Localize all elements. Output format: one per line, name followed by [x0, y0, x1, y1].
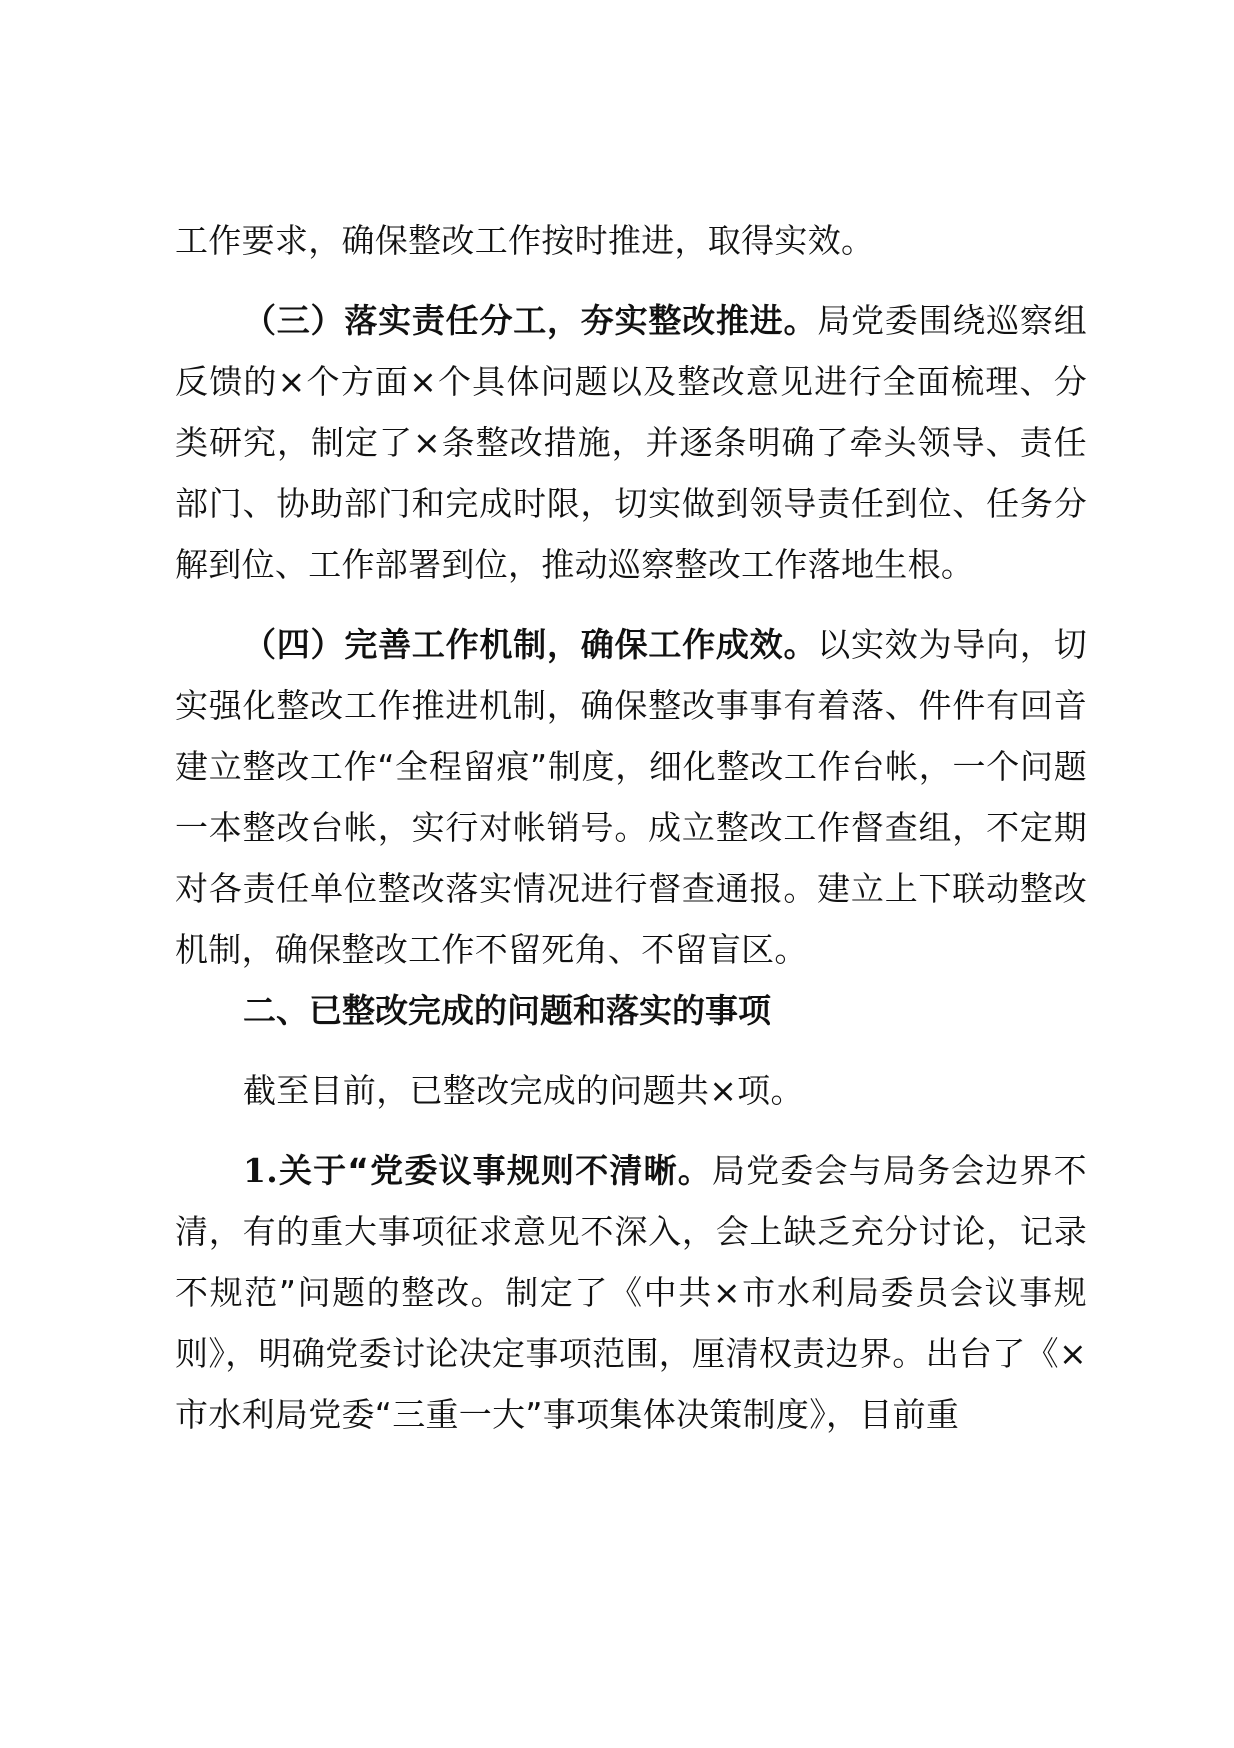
paragraph-section-3: [175, 290, 1087, 595]
item-1-lead: 关于“党委议事规则不清晰。: [278, 1151, 712, 1190]
paragraph-section-4: [175, 614, 1087, 980]
section-4-body: 以实效为导向，切实强化整改工作推进机制，确保整改事事有着落、件件有回音建立整改工作“全程留痕”制度，细化整改工作台帐，一个问题一本整改台帐，实行对帐销号。成立整改工作督查组，不定期对各责任单位整改落实情况进行督查通报。建立上下联动整改机制，确保整改工作不留死角、不留盲区。: [175, 625, 1087, 969]
paragraph-continuation: [175, 210, 1087, 271]
section-4-lead: （四）完善工作机制，确保工作成效。: [243, 625, 818, 664]
paragraph-text: 工作要求，确保整改工作按时推进，取得实效。: [175, 221, 875, 260]
paragraph-summary: [175, 1060, 1087, 1121]
summary-text: 截至目前，已整改完成的问题共×项。: [243, 1071, 804, 1110]
section-3-body: 局党委围绕巡察组反馈的×个方面×个具体问题以及整改意见进行全面梳理、分类研究，制定了×条整改措施，并逐条明确了牵头领导、责任部门、协助部门和完成时限，切实做到领导责任到位、任务分解到位、工作部署到位，推动巡察整改工作落地生根。: [175, 301, 1087, 584]
paragraph-item-1: [175, 1140, 1087, 1445]
section-3-lead: （三）落实责任分工，夯实整改推进。: [243, 301, 818, 340]
section-heading-2: 二、已整改完成的问题和落实的事项: [243, 991, 771, 1030]
document-body: [175, 210, 1087, 1445]
item-1-body: 局党委会与局务会边界不清，有的重大事项征求意见不深入，会上缺乏充分讨论，记录不规范”问题的整改。制定了《中共×市水利局委员会议事规则》，明确党委讨论决定事项范围，厘清权责边界。出台了《×市水利局党委“三重一大”事项集体决策制度》，目前重: [175, 1151, 1087, 1434]
item-1-number: 1.: [243, 1151, 279, 1190]
